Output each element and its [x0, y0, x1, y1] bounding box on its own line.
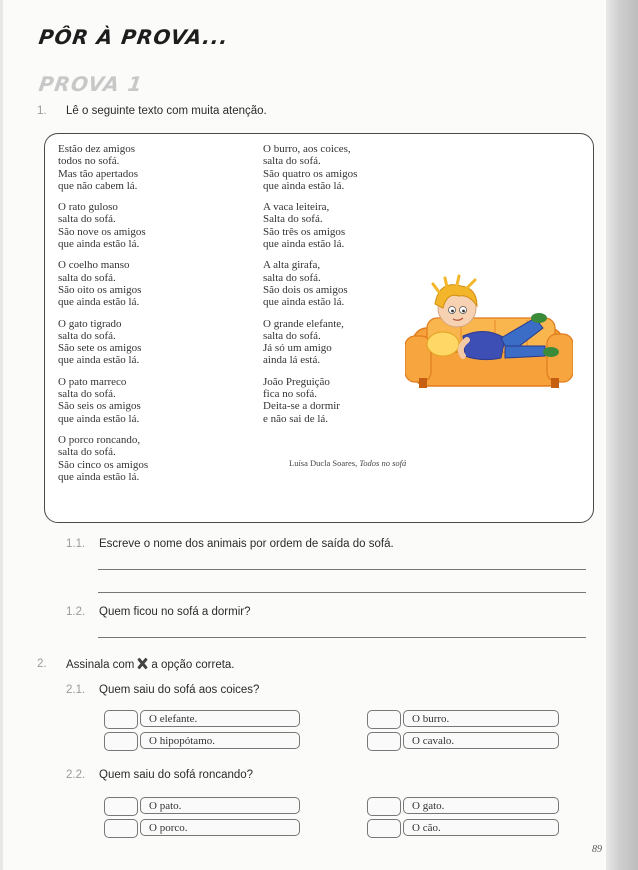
poem-stanza — [263, 376, 357, 425]
poem-line: O gato tigrado — [58, 317, 122, 330]
poem-line: que ainda estão lá. — [58, 238, 140, 251]
answer-line-2[interactable] — [98, 592, 586, 593]
poem-line: que não cabem lá. — [58, 179, 138, 192]
poem-line: A vaca leiteira, — [263, 201, 330, 214]
poem-box — [44, 133, 594, 523]
poem-line: Salta do sofá. — [263, 213, 323, 226]
poem-line: e não sai de lá. — [263, 412, 329, 425]
poem-stanza — [263, 318, 357, 367]
poem-line: que ainda estão lá. — [263, 296, 345, 309]
poem-stanza — [58, 143, 148, 192]
poem-line: que ainda estão lá. — [58, 296, 140, 309]
q1-number: 1. — [37, 105, 47, 117]
poem-line: São cinco os amigos — [58, 458, 149, 471]
answer-line-1[interactable] — [98, 569, 586, 570]
poem-right-column — [263, 143, 357, 434]
poem-line: O burro, aos coices, — [263, 143, 351, 155]
q1-2-text: Quem ficou no sofá a dormir? — [99, 606, 251, 618]
section-subtitle: PROVA 1 — [37, 72, 145, 96]
section-title: PÔR À PROVA... — [37, 25, 231, 49]
poem-line: salta do sofá. — [58, 446, 116, 459]
poem-line: salta do sofá. — [263, 329, 321, 342]
checkbox[interactable] — [104, 797, 138, 816]
option-label: O elefante. — [140, 710, 300, 727]
poem-line: São oito os amigos — [58, 283, 142, 296]
poem-line: salta do sofá. — [58, 329, 116, 342]
q2-text — [66, 658, 235, 671]
poem-author: Luísa Ducla Soares, — [289, 458, 358, 468]
option-label: O hipopótamo. — [140, 732, 300, 749]
poem-stanza — [58, 434, 148, 483]
poem-stanza — [263, 201, 357, 250]
poem-line: São seis os amigos — [58, 400, 141, 413]
poem-stanza — [263, 143, 357, 192]
poem-line: que ainda estão lá. — [58, 470, 140, 483]
option-2-2-a[interactable] — [104, 797, 300, 816]
poem-line: O porco roncando, — [58, 433, 141, 446]
poem-line: que ainda estão lá. — [58, 354, 140, 367]
poem-line: São dois os amigos — [263, 283, 348, 296]
poem-stanza — [58, 318, 148, 367]
poem-line: São três os amigos — [263, 225, 346, 238]
poem-line: ainda lá está. — [263, 354, 321, 367]
poem-line: que ainda estão lá. — [263, 179, 345, 192]
poem-attribution — [289, 458, 406, 468]
checkbox[interactable] — [367, 710, 401, 729]
poem-line: Mas tão apertados — [58, 167, 139, 180]
option-2-1-a[interactable] — [104, 710, 300, 729]
poem-line: São nove os amigos — [58, 225, 146, 238]
option-2-1-d[interactable] — [367, 732, 559, 751]
poem-left-column — [58, 143, 148, 492]
option-2-2-c[interactable] — [367, 797, 559, 816]
checkbox[interactable] — [367, 797, 401, 816]
poem-line: que ainda estão lá. — [58, 412, 140, 425]
poem-line: fica no sofá. — [263, 388, 318, 401]
option-label: O cão. — [403, 819, 559, 836]
poem-line: O pato marreco — [58, 375, 127, 388]
option-2-2-d[interactable] — [367, 819, 559, 838]
checkbox[interactable] — [104, 732, 138, 751]
poem-line: João Preguição — [263, 375, 330, 388]
poem-work-title: Todos no sofá — [359, 458, 407, 468]
poem-line: salta do sofá. — [263, 271, 321, 284]
x-mark-icon — [137, 658, 148, 669]
q1-1-text: Escreve o nome dos animais por ordem de saída do sofá. — [99, 538, 394, 550]
answer-line-3[interactable] — [98, 637, 586, 638]
poem-stanza — [263, 259, 357, 308]
q1-text: Lê o seguinte texto com muita atenção. — [66, 105, 267, 117]
left-edge — [0, 0, 3, 870]
poem-line: São sete os amigos — [58, 342, 142, 355]
option-2-1-b[interactable] — [104, 732, 300, 751]
option-label: O cavalo. — [403, 732, 559, 749]
page-number: 89 — [592, 844, 602, 855]
poem-line: O grande elefante, — [263, 317, 344, 330]
boy-on-sofa-illustration — [405, 274, 573, 402]
option-label: O pato. — [140, 797, 300, 814]
q2-text-after: a opção correta. — [151, 659, 235, 671]
page-binding-strip — [606, 0, 638, 870]
checkbox[interactable] — [104, 819, 138, 838]
option-2-1-c[interactable] — [367, 710, 559, 729]
poem-line: que ainda estão lá. — [263, 238, 345, 251]
option-2-2-b[interactable] — [104, 819, 300, 838]
poem-line: O coelho manso — [58, 259, 130, 272]
poem-stanza — [58, 259, 148, 308]
poem-line: salta do sofá. — [263, 155, 321, 168]
q1-2-number: 1.2. — [66, 606, 86, 618]
option-label: O burro. — [403, 710, 559, 727]
poem-line: A alta girafa, — [263, 259, 321, 272]
checkbox[interactable] — [367, 732, 401, 751]
q1-1-number: 1.1. — [66, 538, 86, 550]
poem-stanza — [58, 201, 148, 250]
checkbox[interactable] — [104, 710, 138, 729]
q2-2-text: Quem saiu do sofá roncando? — [99, 769, 254, 781]
q2-text-before: Assinala com — [66, 659, 135, 671]
poem-line: O rato guloso — [58, 201, 118, 214]
q2-number: 2. — [37, 658, 47, 670]
q2-1-text: Quem saiu do sofá aos coices? — [99, 684, 260, 696]
option-label: O porco. — [140, 819, 300, 836]
poem-line: São quatro os amigos — [263, 167, 358, 180]
poem-line: todos no sofá. — [58, 155, 120, 168]
poem-line: Deita-se a dormir — [263, 400, 340, 413]
poem-line: Já só um amigo — [263, 342, 332, 355]
poem-stanza — [58, 376, 148, 425]
checkbox[interactable] — [367, 819, 401, 838]
q2-2-number: 2.2. — [66, 769, 86, 781]
option-label: O gato. — [403, 797, 559, 814]
poem-line: salta do sofá. — [58, 271, 116, 284]
poem-line: salta do sofá. — [58, 213, 116, 226]
poem-line: Estão dez amigos — [58, 143, 135, 155]
q2-1-number: 2.1. — [66, 684, 86, 696]
poem-line: salta do sofá. — [58, 388, 116, 401]
